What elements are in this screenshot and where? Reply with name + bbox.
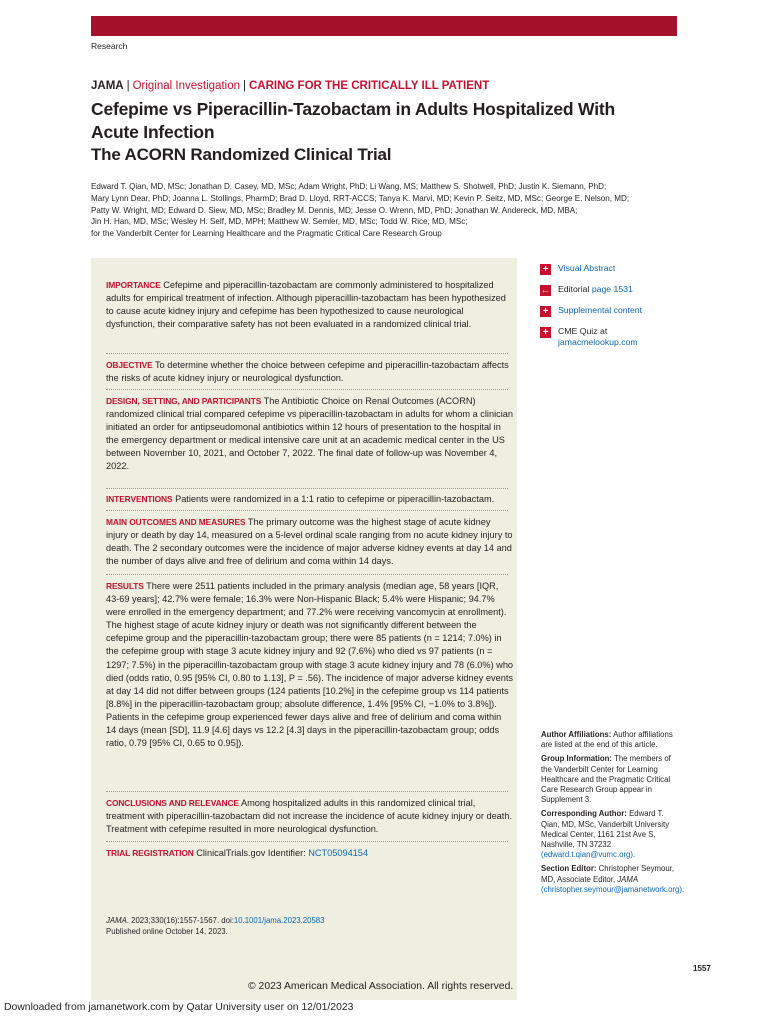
abstract-divider <box>106 488 508 489</box>
abstract-divider <box>106 574 508 575</box>
objective-text: To determine whether the choice between cefepime and piperacillin-tazobactam affects the risks of acute kidney injury or neurological dysfunction. <box>106 360 509 384</box>
conclusions-text: Among hospitalized adults in this randomized clinical trial, treatment with piperacillin-tazobactam did not increase the incidence of acute kidney injury or death. Treatment with cefepime resulted in more neurological dysfunction. <box>106 798 513 835</box>
article-subtitle: The ACORN Randomized Clinical Trial <box>91 145 392 164</box>
abstract-divider <box>106 389 508 390</box>
importance-text: Cefepime and piperacillin-tazobactam are commonly administered to hospitalized adults for empirical treatment of infection. Although piperacillin-tazobactam has been hypothesized to cause acute kidney injury and cefepime has been hypothesized to cause neurological dysfunction, their comparative safety has not been evaluated in a randomized clinical trial. <box>106 280 506 330</box>
visual-abstract-link[interactable] <box>540 262 680 283</box>
article-title: Cefepime vs Piperacillin-Tazobactam in Adults Hospitalized With Acute Infection <box>91 99 616 142</box>
visual-abstract-label[interactable]: Visual Abstract <box>558 263 616 273</box>
sidebar-links <box>540 262 680 357</box>
author-line: Jin H. Han, MD, MSc; Wesley H. Self, MD, MPH; Matthew W. Semler, MD, MSc; Todd W. Rice, MD, MSc; <box>91 217 468 227</box>
corresponding-author <box>541 809 681 860</box>
section-label: Research <box>91 41 128 51</box>
author-line: Patty W. Wright, MD; Edward D. Siew, MD, MSc; Bradley M. Dennis, MD; Jesse O. Wrenn, MD, PhD; Jonathan W. Andereck, MD, MBA; <box>91 205 578 215</box>
abstract-divider <box>106 353 508 354</box>
abstract-registration <box>106 847 514 860</box>
editor-journal: JAMA <box>617 874 639 884</box>
published-date: Published online October 14, 2023. <box>106 926 228 936</box>
editorial-page-link[interactable]: page 1531 <box>591 284 633 294</box>
kicker-separator-2: | <box>243 80 246 92</box>
doi-link[interactable]: 10.1001/jama.2023.20583 <box>233 916 325 925</box>
article-series[interactable]: CARING FOR THE CRITICALLY ILL PATIENT <box>249 80 490 92</box>
registration-text: ClinicalTrials.gov Identifier: <box>196 848 306 858</box>
registration-heading: TRIAL REGISTRATION <box>106 848 194 858</box>
download-notice: Downloaded from jamanetwork.com by Qatar University user on 12/01/2023 <box>4 1002 354 1013</box>
editor-heading: Section Editor: <box>541 864 597 874</box>
cme-at: at <box>600 326 608 336</box>
design-heading: DESIGN, SETTING, AND PARTICIPANTS <box>106 396 262 406</box>
group-text: The members of the Vanderbilt Center for Learning Healthcare and the Pragmatic Critical Care Research Group appear in Supplement 3. <box>541 754 671 805</box>
importance-heading: IMPORTANCE <box>106 280 161 290</box>
article-type[interactable]: Original Investigation <box>132 80 240 92</box>
section-editor <box>541 864 685 895</box>
author-line: for the Vanderbilt Center for Learning Healthcare and the Pragmatic Critical Care Research Group <box>91 229 442 239</box>
abstract-outcomes <box>106 516 514 568</box>
author-line: Mary Lynn Dear, PhD; Joanna L. Stollings, PharmD; Brad D. Lloyd, RRT-ACCS; Tanya K. Marvi, MD; Kevin P. Seitz, MD, MSc; George E. Nelson, MD; <box>91 193 630 203</box>
affiliations-block <box>541 730 685 899</box>
cme-url-link[interactable]: jamacmelookup.com <box>558 337 638 347</box>
group-heading: Group Information: <box>541 754 613 764</box>
interventions-heading: INTERVENTIONS <box>106 494 173 504</box>
abstract-divider <box>106 841 508 842</box>
abstract-conclusions <box>106 797 514 836</box>
plus-icon: + <box>540 306 551 317</box>
page-number: 1557 <box>693 964 711 973</box>
abstract-objective <box>106 359 514 385</box>
citation-line <box>106 916 506 927</box>
editor-email-link[interactable]: (christopher.seymour@jamanetwork.org). <box>541 884 685 894</box>
kicker-separator: | <box>126 80 130 92</box>
editorial-label: Editorial <box>558 284 590 294</box>
abstract-interventions <box>106 493 514 506</box>
author-list <box>91 181 681 240</box>
copyright-notice: © 2023 American Medical Association. All rights reserved. <box>248 981 514 992</box>
editorial-link[interactable] <box>540 283 680 304</box>
citation-journal: JAMA <box>106 916 127 925</box>
outcomes-heading: MAIN OUTCOMES AND MEASURES <box>106 517 246 527</box>
corr-text: Edward T. Qian, MD, MSc, Vanderbilt University Medical Center, 1161 21st Ave S, Nashville, TN 37232 <box>541 809 670 850</box>
plus-icon: + <box>540 264 551 275</box>
supplemental-label[interactable]: Supplemental content <box>558 305 643 315</box>
outcomes-text: The primary outcome was the highest stage of acute kidney injury or death by day 14, measured on a 5-level ordinal scale ranging from no acute kidney injury to death. The 2 secondary outcomes were the incidence of major adverse kidney events at day 14 and the number of days alive and free of delirium and coma within 14 days. <box>106 517 513 567</box>
trial-id-link[interactable]: NCT05094154 <box>308 848 369 858</box>
abstract-importance <box>106 279 514 331</box>
supplemental-link[interactable] <box>540 304 680 325</box>
objective-heading: OBJECTIVE <box>106 360 153 370</box>
citation-ref: . 2023;330(16):1557-1567. doi: <box>126 916 234 925</box>
journal-name: JAMA <box>91 80 124 92</box>
article-kicker <box>91 80 489 92</box>
abstract-divider <box>106 510 508 511</box>
plus-icon: + <box>540 327 551 338</box>
results-heading: RESULTS <box>106 581 144 591</box>
conclusions-heading: CONCLUSIONS AND RELEVANCE <box>106 798 239 808</box>
abstract-divider <box>106 791 508 792</box>
author-line: Edward T. Qian, MD, MSc; Jonathan D. Casey, MD, MSc; Adam Wright, PhD; Li Wang, MS; Matthew S. Shotwell, PhD; Justin K. Siemann, PhD; <box>91 182 607 191</box>
author-affiliations <box>541 730 681 750</box>
group-information <box>541 754 681 805</box>
corr-email-link[interactable]: (edward.t.qian@vumc.org). <box>541 850 636 860</box>
editor-text: Christopher Seymour, MD, Associate Editor, <box>541 864 675 884</box>
cme-label: CME Quiz <box>558 326 598 336</box>
results-text: There were 2511 patients included in the primary analysis (median age, 58 years [IQR, 43-69 years]; 42.7% were female; 16.3% were Non-Hispanic Black; 5.4% were Hispanic; 94.7% were enrolled in the emergency department; and 77.2% were receiving vancomycin at enrollment). The highest stage of acute kidney injury or death was not significantly different between the cefepime group and the piperacillin-tazobactam group; there were 85 patients (n = 1214; 7.0%) in the cefepime group with stage 3 acute kidney injury and 92 (7.6%) who died vs 97 patients (n = 1297; 7.5%) in the piperacillin-tazobactam group with stage 3 acute kidney injury and 78 (6.0%) who died (odds ratio, 0.95 [95% CI, 0.80 to 1.13], P = .56). The incidence of major adverse kidney events at day 14 did not differ between groups (124 patients [10.2%] in the cefepime group vs 114 patients [8.8%] in the piperacillin-tazobactam group; absolute difference, 1.4% [95% CI, −1.0% to 3.8%]). Patients in the cefepime group experienced fewer days alive and free of delirium and coma within 14 days (mean [SD], 11.9 [4.6] days vs 12.2 [4.3] days in the piperacillin-tazobactam group; odds ratio, 0.79 [95% CI, 0.65 to 0.95]). <box>106 581 514 749</box>
cme-quiz-link[interactable] <box>540 325 680 357</box>
affil-text: Author affiliations are listed at the end of this article. <box>541 730 673 750</box>
affil-heading: Author Affiliations: <box>541 730 612 739</box>
citation-block <box>106 916 506 937</box>
interventions-text: Patients were randomized in a 1:1 ratio to cefepime or piperacillin-tazobactam. <box>175 494 495 504</box>
journal-header-bar <box>91 16 677 36</box>
corr-heading: Corresponding Author: <box>541 809 627 819</box>
abstract-results <box>106 580 514 750</box>
arrow-left-icon: ← <box>540 285 551 296</box>
design-text: The Antibiotic Choice on Renal Outcomes (ACORN) randomized clinical trial compared cefepime vs piperacillin-tazobactam in adults for whom a clinician initiated an order for antipseudomonal antibiotics within 12 hours of presentation to the hospital in the emergency department or medical intensive care unit at an academic medical center in the US between November 10, 2021, and October 7, 2022. The final date of follow-up was November 4, 2022. <box>106 396 513 472</box>
abstract-design <box>106 395 514 474</box>
